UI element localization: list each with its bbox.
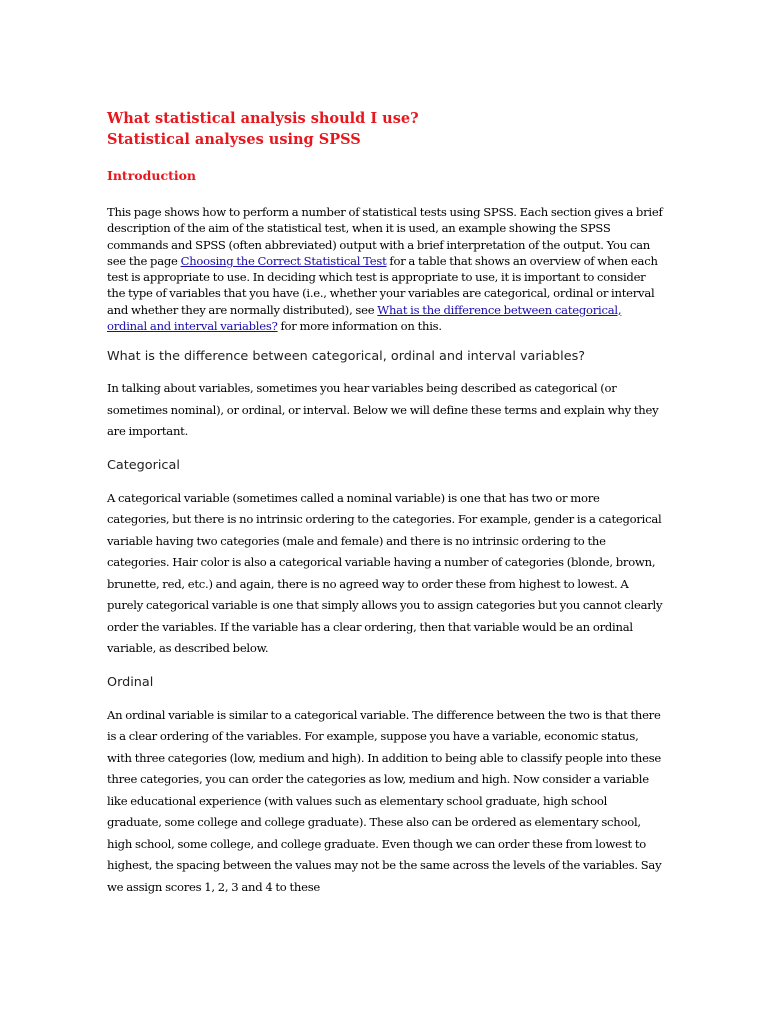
introduction-paragraph: [107, 204, 663, 334]
intro-text-3: for more information on this.: [277, 319, 442, 334]
categorical-heading: Categorical: [107, 457, 180, 473]
ordinal-paragraph: An ordinal variable is similar to a categorical variable. The difference between the two is that there is a clear ordering of the variables. For example, suppose you have a variable, economic status, with three categories (low, medium and high). In addition to being able to classify people into these three categories, you can order the categories as low, medium and high. Now consider a variable like educational experience (with values such as elementary school graduate, high school graduate, some college and college graduate). These also can be ordered as elementary school, high school, some college, and college graduate. Even though we can order these from lowest to highest, the spacing between the values may not be the same across the levels of the variables. Say we assign scores 1, 2, 3 and 4 to these: [107, 707, 662, 894]
introduction-heading: Introduction: [107, 168, 197, 183]
variable-difference-link[interactable]: What is the difference between categorical, ordinal and interval variables?: [107, 302, 622, 334]
ordinal-heading: Ordinal: [107, 674, 154, 690]
difference-heading: What is the difference between categorical, ordinal and interval variables?: [107, 349, 586, 365]
intro-text-1: This page shows how to perform a number of statistical tests using SPSS. Each section gives a brief description of the aim of the statistical test, when it is used, an example showing the SPSS commands and SPSS (often abbreviated) output with a brief interpretation of the output. You can see the page: [107, 205, 663, 268]
choosing-test-link[interactable]: Choosing the Correct Statistical Test: [180, 253, 387, 268]
difference-paragraph: In talking about variables, sometimes you hear variables being described as categorical (or sometimes nominal), or ordinal, or interval. Below we will define these terms and explain why they are important.: [107, 381, 659, 439]
title-line-1: What statistical analysis should I use?: [107, 110, 419, 127]
intro-text-2: for a table that shows an overview of when each test is appropriate to use. In deciding which test is appropriate to use, it is important to consider the type of variables that you have (i.e., whether your variables are categorical, ordinal or interval and whether they are normally distributed), see: [107, 253, 658, 317]
title-line-2: Statistical analyses using SPSS: [107, 131, 361, 148]
page-title: [107, 108, 663, 150]
document-page: [107, 108, 663, 898]
categorical-paragraph: A categorical variable (sometimes called a nominal variable) is one that has two or more categories, but there is no intrinsic ordering to the categories. For example, gender is a categorical variable having two categories (male and female) and there is no intrinsic ordering to the categories. Hair color is also a categorical variable having a number of categories (blonde, brown, brunette, red, etc.) and again, there is no agreed way to order these from highest to lowest. A purely categorical variable is one that simply allows you to assign categories but you cannot clearly order the variables. If the variable has a clear ordering, then that variable would be an ordinal variable, as described below.: [107, 490, 663, 656]
